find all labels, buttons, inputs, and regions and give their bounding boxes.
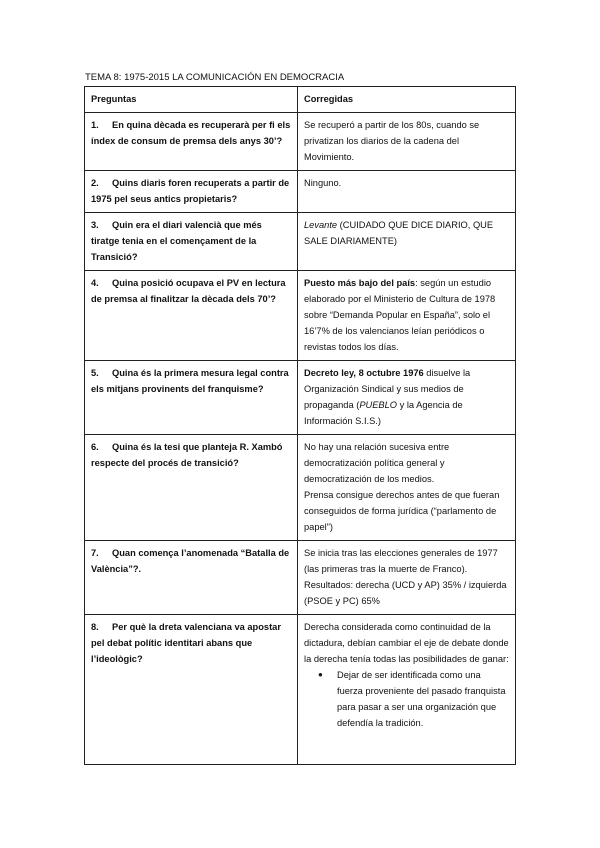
table-row: [85, 435, 516, 541]
table-header-row: [85, 87, 516, 113]
question-number: 8.: [91, 622, 99, 632]
question-number: 2.: [91, 178, 99, 188]
question-cell: [85, 541, 298, 615]
question-cell: [85, 615, 298, 765]
answer-cell: [298, 615, 516, 765]
answer-cell: [298, 213, 516, 271]
question-cell: [85, 171, 298, 213]
answer-italic: PUEBLO: [359, 400, 398, 410]
answer-cell: [298, 171, 516, 213]
question-text: Quina és la tesi que planteja R. Xambó respecte del procés de transició?: [91, 442, 283, 468]
table-row: [85, 615, 516, 765]
answer-cell: [298, 271, 516, 361]
question-number: 1.: [91, 120, 99, 130]
answer-text: Se recuperó a partir de los 80s, cuando se privatizan los diarios de la cadena del Movimiento.: [304, 120, 480, 162]
question-text: Quins diaris foren recuperats a partir de 1975 pel seus antics propietaris?: [91, 178, 290, 204]
answer-cell: [298, 435, 516, 541]
answer-text-end: y la Agencia de Información S.I.S.): [304, 400, 463, 426]
answer-text: No hay una relación sucesiva entre democratización política general y democratización de los medios.: [304, 442, 450, 484]
question-text: Quina és la primera mesura legal contra els mitjans provinents del franquisme?: [91, 368, 289, 394]
question-cell: [85, 113, 298, 171]
question-number: 4.: [91, 278, 99, 288]
answer-text: Derecha considerada como continuidad de la dictadura, debían cambiar el eje de debate donde la derecha tenía todas las posibilidades de ganar:: [304, 622, 509, 664]
question-cell: [85, 213, 298, 271]
answer-italic: Levante: [304, 220, 338, 230]
answer-bold: Puesto más bajo del país: [304, 278, 416, 288]
question-text: Quina posició ocupava el PV en lectura de premsa al finalitzar la dècada dels 70’?: [91, 278, 286, 304]
document-title: TEMA 8: 1975-2015 LA COMUNICACIÓN EN DEMOCRACIA: [85, 72, 345, 83]
answer-cell: [298, 113, 516, 171]
question-text: Quin era el diari valencià que més tiratge tenia en el començament de la Transició?: [91, 220, 262, 262]
question-number: 5.: [91, 368, 99, 378]
table-row: [85, 361, 516, 435]
question-cell: [85, 271, 298, 361]
question-number: 7.: [91, 548, 99, 558]
question-cell: [85, 361, 298, 435]
table-row: [85, 171, 516, 213]
answer-text: Ninguno.: [304, 178, 342, 188]
qa-table: [84, 86, 516, 765]
question-text: Quan comença l’anomenada “Batalla de València”?.: [91, 548, 290, 574]
table-row: [85, 541, 516, 615]
answer-bold: Decreto ley, 8 octubre 1976: [304, 368, 424, 378]
answer-text: disuelve la Organización Sindical y sus medios de propaganda (: [304, 368, 471, 410]
answer-cell: [298, 541, 516, 615]
answer-text-2: Prensa consigue derechos antes de que fueran conseguidos de forma jurídica (“parlamento de papel”): [304, 490, 500, 532]
question-text: Per què la dreta valenciana va apostar pel debat polític identitari abans que l’ideològic?: [91, 622, 281, 664]
question-number: 6.: [91, 442, 99, 452]
answer-cell: [298, 361, 516, 435]
header-answers: Corregidas: [298, 87, 516, 113]
table-row: [85, 113, 516, 171]
answer-bullet-item: ● Dejar de ser identificada como una fuerza proveniente del pasado franquista para pasar a ser una organización que defendía la tradición.: [304, 667, 509, 731]
table-row: [85, 213, 516, 271]
header-questions: Preguntas: [85, 87, 298, 113]
answer-text: Se inicia tras las elecciones generales de 1977 (las primeras tras la muerte de Franco). Resultados: derecha (UCD y AP) 35% / izquierda (PSOE y PC) 65%: [304, 548, 507, 606]
question-text: En quina dècada es recuperarà per fi els índex de consum de premsa dels anys 30’?: [91, 120, 291, 146]
question-cell: [85, 435, 298, 541]
table-row: [85, 271, 516, 361]
answer-text: (CUIDADO QUE DICE DIARIO, QUE SALE DIARIAMENTE): [304, 220, 494, 246]
answer-text: : según un estudio elaborado por el Ministerio de Cultura de 1978 sobre “Demanda Popular en España”, solo el 16’7% de los valencianos leían periódicos o revistas todos los días.: [304, 278, 496, 352]
question-number: 3.: [91, 220, 99, 230]
